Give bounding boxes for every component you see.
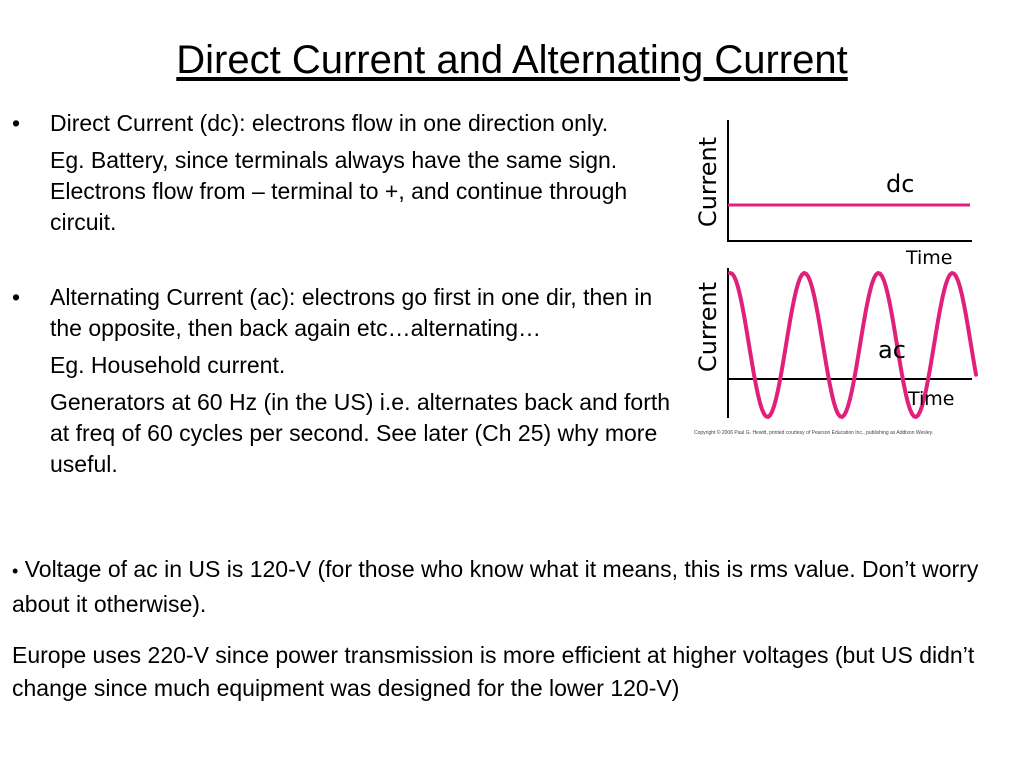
bullet-dc xyxy=(12,108,672,139)
ac-y-label: Current xyxy=(694,281,722,373)
dc-x-label: Time xyxy=(906,247,953,269)
ac-definition: Alternating Current (ac): electrons go first in one dir, then in the opposite, then back again etc…alternating… xyxy=(50,284,653,341)
bullet-mark: • xyxy=(12,110,21,136)
dc-example: Eg. Battery, since terminals always have the same sign. Electrons flow from – terminal to +, and continue through circuit. xyxy=(50,147,628,235)
voltage-bullet xyxy=(12,553,1012,621)
bullet-ac xyxy=(12,282,672,344)
dc-label: dc xyxy=(886,170,915,198)
ac-example: Eg. Household current. xyxy=(50,352,286,378)
bullet-mark: • xyxy=(12,561,19,581)
dc-definition: Direct Current (dc): electrons flow in one direction only. xyxy=(50,110,609,136)
ac-label: ac xyxy=(878,336,906,364)
current-graphs xyxy=(690,112,990,432)
figure-credit: Copyright © 2006 Paul G. Hewitt, printed courtesy of Pearson Education Inc., publishing as Addison Wesley. xyxy=(694,430,934,436)
europe-paragraph: Europe uses 220-V since power transmission is more efficient at higher voltages (but US didn’t change since much equipment was designed for the lower 120-V) xyxy=(12,642,975,701)
current-figure xyxy=(690,112,990,444)
dc-plot xyxy=(694,120,972,269)
ac-x-label: Time xyxy=(908,388,955,410)
main-text-column xyxy=(12,108,672,480)
dc-y-label: Current xyxy=(694,136,722,228)
voltage-text: Voltage of ac in US is 120-V (for those who know what it means, this is rms value. Don’t worry about it otherwise). xyxy=(12,556,979,617)
slide-title: Direct Current and Alternating Current xyxy=(176,38,848,82)
ac-plot xyxy=(694,268,976,418)
ac-generators: Generators at 60 Hz (in the US) i.e. alternates back and forth at freq of 60 cycles per second. See later (Ch 25) why more useful. xyxy=(50,389,671,477)
bullet-mark: • xyxy=(12,284,21,310)
